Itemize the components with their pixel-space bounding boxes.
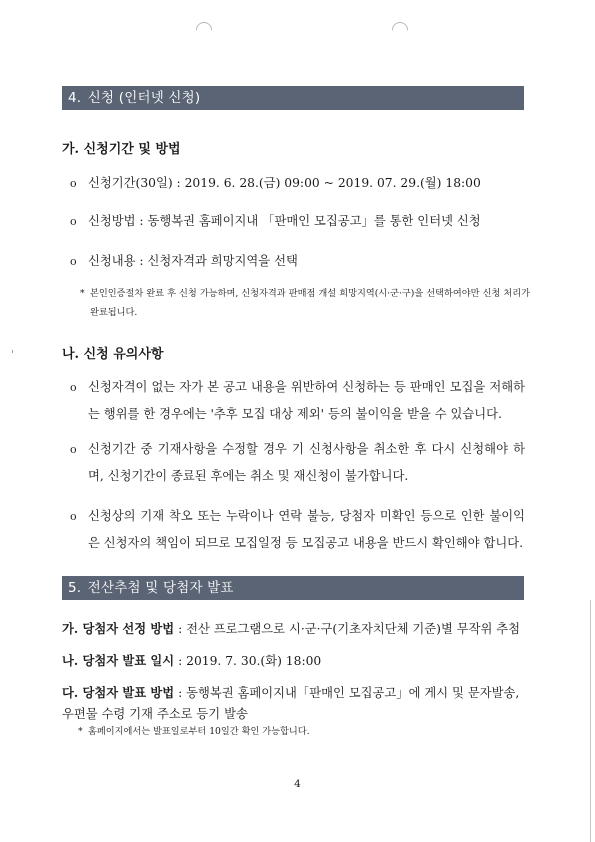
list-item bbox=[70, 248, 525, 275]
footnote-text: 홈페이지에서는 발표일로부터 10일간 확인 가능합니다. bbox=[88, 726, 310, 737]
asterisk-icon: * bbox=[78, 726, 83, 737]
selection-method-label: 가. 당첨자 선정 방법 bbox=[62, 621, 175, 636]
list-item bbox=[70, 208, 525, 235]
list-item-text: 신청방법 : 동행복권 홈페이지내 「판매인 모집공고」를 통한 인터넷 신청 bbox=[88, 214, 481, 228]
section-5-title: 전산추첨 및 당첨자 발표 bbox=[87, 580, 234, 596]
list-item bbox=[70, 436, 525, 490]
page-number: 4 bbox=[294, 778, 301, 790]
subsection-a-title: 가. 신청기간 및 방법 bbox=[62, 142, 181, 157]
bullet-icon: o bbox=[70, 255, 77, 268]
announcement-date-text: : 2019. 7. 30.(화) 18:00 bbox=[174, 654, 322, 668]
footnote bbox=[80, 284, 530, 322]
announcement-method-label: 다. 당첨자 발표 방법 bbox=[62, 685, 175, 700]
section-5-number: 5. bbox=[68, 580, 82, 596]
announcement-date bbox=[62, 650, 532, 672]
punch-hole-right bbox=[389, 19, 412, 42]
section-4-number: 4. bbox=[68, 90, 82, 106]
page-edge-line bbox=[590, 600, 591, 842]
list-item bbox=[70, 503, 525, 557]
announcement-method-text: : 동행복권 홈페이지내「판매인 모집공고」에 게시 및 문자발송, 우편물 수령 기재 주소로 등기 발송 bbox=[62, 686, 520, 721]
section-4-header bbox=[62, 86, 524, 110]
list-item-text: 신청기간 중 기재사항을 수정할 경우 기 신청사항을 취소한 후 다시 신청해야 하며, 신청기간이 종료된 후에는 취소 및 재신청이 불가합니다. bbox=[88, 442, 525, 483]
bullet-icon: o bbox=[70, 381, 77, 394]
list-item-text: 신청내용 : 신청자격과 희망지역을 선택 bbox=[88, 254, 298, 268]
bullet-icon: o bbox=[70, 215, 77, 228]
bullet-icon: o bbox=[70, 177, 77, 190]
footnote bbox=[78, 722, 528, 741]
bullet-icon: o bbox=[70, 510, 77, 523]
selection-method-text: : 전산 프로그램으로 시·군·구(기초자치단체 기준)별 무작위 추첨 bbox=[174, 622, 521, 636]
list-item-text: 신청상의 기재 착오 또는 누락이나 연락 불능, 당첨자 미확인 등으로 인한 불이익은 신청자의 책임이 되므로 모집일정 등 모집공고 내용을 반드시 확인해야 합니다. bbox=[88, 509, 525, 550]
edge-mark bbox=[12, 350, 13, 353]
section-4-title: 신청 (인터넷 신청) bbox=[87, 90, 201, 106]
footnote-text: 본인인증절차 완료 후 신청 가능하며, 신청자격과 판매점 개설 희망지역(시·군·구)을 선택하여야만 신청 처리가 완료됩니다. bbox=[90, 288, 530, 318]
selection-method bbox=[62, 618, 532, 640]
asterisk-icon: * bbox=[80, 288, 85, 299]
section-5-header bbox=[62, 576, 524, 600]
subsection-b-title: 나. 신청 유의사항 bbox=[62, 347, 164, 362]
bullet-icon: o bbox=[70, 443, 77, 456]
list-item-text: 신청기간(30일) : 2019. 6. 28.(금) 09:00 ~ 2019. 07. 29.(월) 18:00 bbox=[88, 176, 481, 190]
punch-hole-left bbox=[193, 19, 216, 42]
list-item-text: 신청자격이 없는 자가 본 공고 내용을 위반하여 신청하는 등 판매인 모집을 저해하는 행위를 한 경우에는 '추후 모집 대상 제외' 등의 불이익을 받을 수 있습니다. bbox=[88, 380, 525, 421]
list-item bbox=[70, 374, 525, 428]
list-item bbox=[70, 170, 525, 197]
announcement-method bbox=[62, 682, 527, 725]
announcement-date-label: 나. 당첨자 발표 일시 bbox=[62, 653, 175, 668]
